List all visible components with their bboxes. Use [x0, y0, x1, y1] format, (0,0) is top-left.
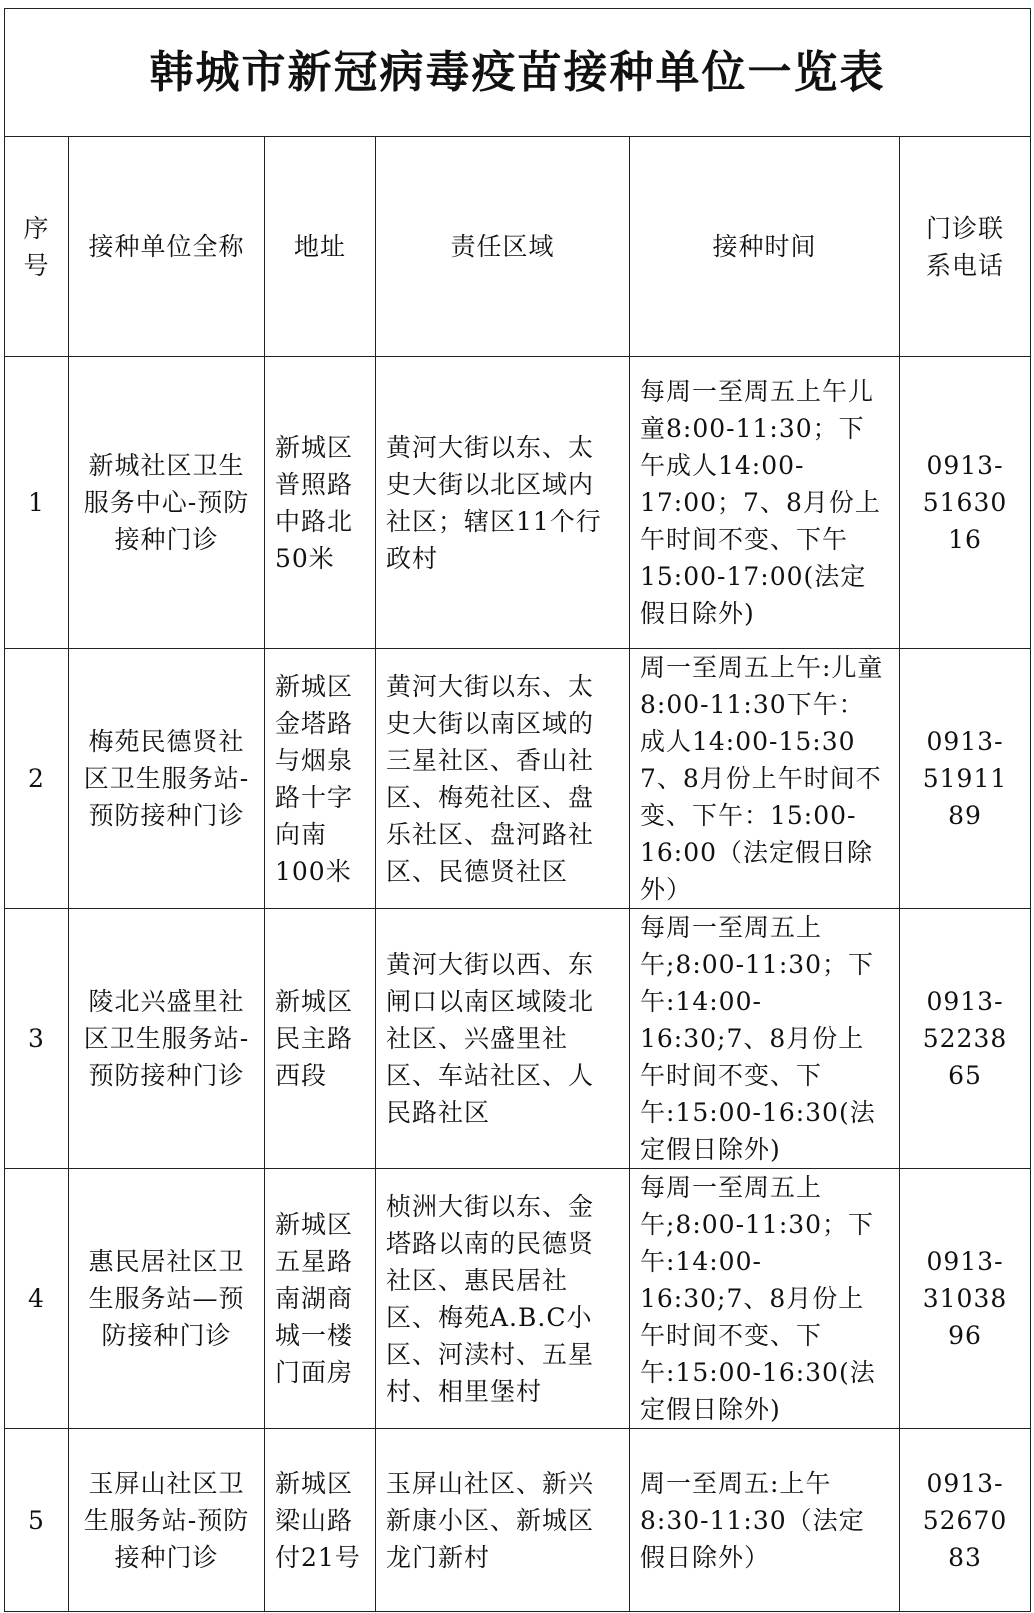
unit-name: 新城社区卫生服务中心-预防接种门诊 — [69, 357, 265, 649]
unit-address: 新城区金塔路与烟泉路十字向南100米 — [265, 649, 376, 909]
phone-line: 51630 — [922, 488, 1008, 517]
unit-address: 新城区民主路西段 — [265, 909, 376, 1169]
phone-line: 0913- — [926, 1468, 1004, 1498]
phone-line: 31038 — [922, 1284, 1008, 1313]
unit-address: 新城区五星路南湖商城一楼门面房 — [265, 1169, 376, 1429]
row-index: 4 — [5, 1169, 69, 1429]
header-index: 序号 — [5, 137, 69, 357]
table-row — [5, 649, 1031, 909]
row-index: 3 — [5, 909, 69, 1169]
header-area: 责任区域 — [376, 137, 630, 357]
document-page — [4, 8, 1030, 1608]
unit-address: 新城区普照路中路北50米 — [265, 357, 376, 649]
header-address: 地址 — [265, 137, 376, 357]
unit-name: 梅苑民德贤社区卫生服务站-预防接种门诊 — [69, 649, 265, 909]
unit-time: 每周一至周五上午;8:00-11:30；下午:14:00-16:30;7、8月份上午时间不变、下午:15:00-16:30(法定假日除外) — [630, 909, 900, 1169]
phone-line: 89 — [948, 801, 982, 830]
phone-line: 52670 — [922, 1505, 1008, 1535]
row-index: 1 — [5, 357, 69, 649]
phone-line: 65 — [948, 1061, 982, 1090]
phone-line: 51911 — [922, 764, 1008, 793]
table-row — [5, 1169, 1031, 1429]
unit-area: 黄河大街以东、太史大街以南区域的三星社区、香山社区、梅苑社区、盘乐社区、盘河路社区、民德贤社区 — [376, 649, 630, 909]
header-time: 接种时间 — [630, 137, 900, 357]
unit-phone — [900, 1429, 1031, 1612]
vaccination-units-table — [4, 8, 1031, 1612]
unit-time: 每周一至周五上午;8:00-11:30；下午:14:00-16:30;7、8月份上午时间不变、下午:15:00-16:30(法定假日除外) — [630, 1169, 900, 1429]
phone-line: 0913- — [926, 451, 1004, 480]
table-row — [5, 1429, 1031, 1612]
page-title: 韩城市新冠病毒疫苗接种单位一览表 — [5, 9, 1031, 137]
unit-area: 黄河大街以东、太史大街以北区域内社区；辖区11个行政村 — [376, 357, 630, 649]
table-row — [5, 909, 1031, 1169]
table-row — [5, 357, 1031, 649]
phone-line: 96 — [948, 1321, 982, 1350]
unit-area: 桢洲大街以东、金塔路以南的民德贤社区、惠民居社区、梅苑A.B.C小区、河渎村、五星村、相里堡村 — [376, 1169, 630, 1429]
unit-name: 惠民居社区卫生服务站—预防接种门诊 — [69, 1169, 265, 1429]
header-name: 接种单位全称 — [69, 137, 265, 357]
unit-time: 每周一至周五上午儿童8:00-11:30；下午成人14:00-17:00；7、8月份上午时间不变、下午15:00-17:00(法定假日除外) — [630, 357, 900, 649]
unit-name: 陵北兴盛里社区卫生服务站-预防接种门诊 — [69, 909, 265, 1169]
unit-phone — [900, 357, 1031, 649]
unit-time: 周一至周五上午:儿童8:00-11:30下午：成人14:00-15:30 7、8月份上午时间不变、下午：15:00-16:00（法定假日除外） — [630, 649, 900, 909]
unit-name: 玉屏山社区卫生服务站-预防接种门诊 — [69, 1429, 265, 1612]
phone-line: 0913- — [926, 1247, 1004, 1276]
header-phone: 门诊联系电话 — [900, 137, 1031, 357]
unit-phone — [900, 1169, 1031, 1429]
phone-line: 83 — [948, 1542, 982, 1572]
table-header-row — [5, 137, 1031, 357]
unit-area: 玉屏山社区、新兴新康小区、新城区龙门新村 — [376, 1429, 630, 1612]
row-index: 5 — [5, 1429, 69, 1612]
row-index: 2 — [5, 649, 69, 909]
phone-line: 0913- — [926, 727, 1004, 756]
unit-phone — [900, 909, 1031, 1169]
phone-line: 52238 — [922, 1024, 1008, 1053]
unit-address: 新城区梁山路付21号 — [265, 1429, 376, 1612]
unit-phone — [900, 649, 1031, 909]
phone-line: 16 — [948, 525, 982, 554]
unit-area: 黄河大街以西、东闸口以南区域陵北社区、兴盛里社区、车站社区、人民路社区 — [376, 909, 630, 1169]
phone-line: 0913- — [926, 987, 1004, 1016]
unit-time: 周一至周五:上午8:30-11:30（法定假日除外） — [630, 1429, 900, 1612]
